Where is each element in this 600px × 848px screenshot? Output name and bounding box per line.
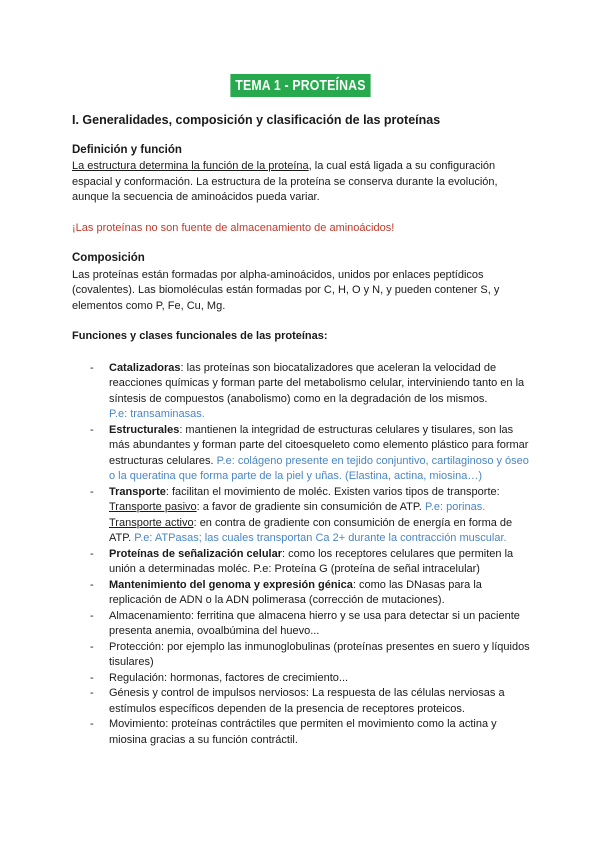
document-body (72, 113, 532, 748)
definition-paragraph (72, 159, 532, 206)
example-text: P.e: transaminasas. (109, 408, 205, 420)
warning-note: ¡Las proteínas no son fuente de almacenamiento de aminoácidos! (72, 221, 395, 234)
list-item: - Movimiento: proteínas contráctiles que permiten el movimiento como la actina y miosina gracias a su función contráctil. (90, 718, 497, 746)
list-item: - Catalizadoras: las proteínas son biocatalizadores que aceleran la velocidad de reacciones químicas y forman parte del metabolismo celular, interviniendo tanto en la síntesis de compuestos (anabolismo) como en la degradación de los mismos. P.e: transaminasas. (90, 361, 525, 420)
list-item: - Proteínas de señalización celular: como los receptores celulares que permiten la unión a determinadas moléc. P.e: Proteína G (proteína de señal intracelular) (90, 547, 514, 575)
list-item: - Estructurales: mantienen la integridad de estructuras celulares y tisulares, son las más abundantes y forman parte del citoesqueleto como elemento plástico para formar estructuras celulares. P.e: colágeno presente en tejido conjuntivo, cartilaginoso y óseo o la queratina que forma parte de la piel y uñas. (Elastina, actina, miosina…) (90, 423, 529, 482)
composition-heading: Composición (72, 252, 145, 264)
definition-heading: Definición y función (72, 143, 182, 156)
example-text: P.e: ATPasas; las cuales transportan Ca 2+ durante la contracción muscular. (134, 532, 507, 544)
page-title: TEMA 1 - PROTEÍNAS (230, 74, 370, 97)
list-item: - Protección: por ejemplo las inmunoglobulinas (proteínas presentes en suero y líquidos tisulares) (90, 640, 530, 668)
functions-heading: Funciones y clases funcionales de las proteínas: (72, 330, 328, 342)
section-heading: I. Generalidades, composición y clasificación de las proteínas (72, 113, 441, 127)
example-text: P.e: porinas. (424, 501, 486, 513)
functions-list (72, 361, 532, 749)
definition-underlined: La estructura determina la función de la proteína (72, 160, 309, 172)
list-item: - Transporte: facilitan el movimiento de moléc. Existen varios tipos de transporte: Transporte pasivo: a favor de gradiente sin consumición de ATP. P.e: porinas. Transporte activo: en contra de gradiente con consumición de energía en forma de ATP. P.e: ATPasas; las cuales transportan Ca 2+ durante la contracción muscular. (90, 485, 513, 544)
definition-text: , la cual está ligada a su configuración espacial y conformación. La estructura de la proteína se conserva durante la evolución, aunque la secuencia de aminoácidos pueda variar. (72, 160, 498, 203)
list-item: - Regulación: hormonas, factores de crecimiento... (90, 671, 349, 684)
list-item: - Génesis y control de impulsos nerviosos: La respuesta de las células nerviosas a estímulos específicos dependen de la presencia de receptores proteicos. (90, 687, 505, 715)
example-text: P.e: colágeno presente en tejido conjuntivo, cartilaginoso y óseo o la queratina que forma parte de la piel y uñas. (Elastina, actina, miosina…) (109, 454, 529, 482)
list-item: - Almacenamiento: ferritina que almacena hierro y se usa para detectar si un paciente presenta anemia, ovoalbúmina del huevo... (90, 609, 520, 637)
composition-paragraph: Las proteínas están formadas por alpha-aminoácidos, unidos por enlaces peptídicos (covalentes). Las biomoléculas están formadas por C, H, O y N, y pueden contener S, y elementos como P, Fe, Cu, Mg. (72, 268, 500, 312)
title-container (0, 74, 600, 97)
list-item: - Mantenimiento del genoma y expresión génica: como las DNasas para la replicación de ADN o la ADN polimerasa (corrección de mutaciones). (90, 578, 482, 606)
